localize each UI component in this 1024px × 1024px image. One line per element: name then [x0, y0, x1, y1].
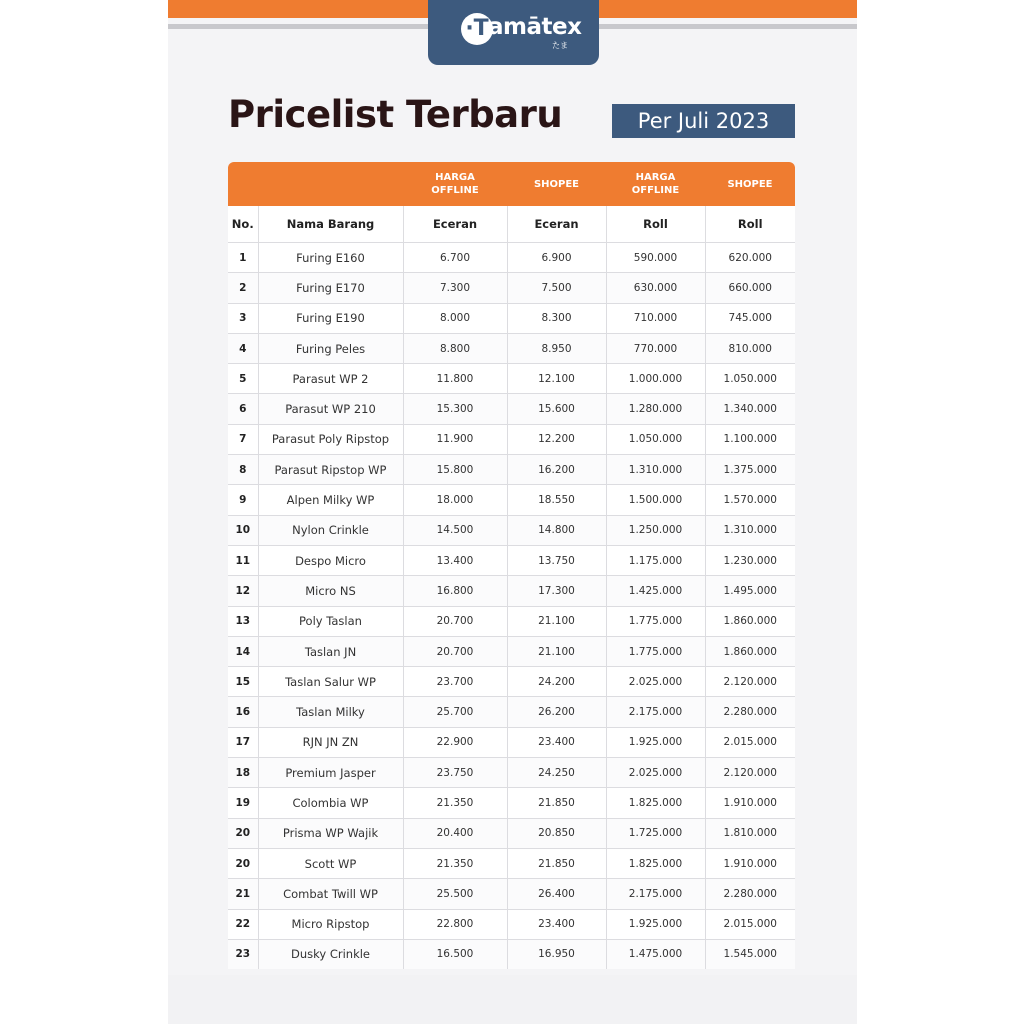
price-offline-eceran: 21.350 [403, 788, 507, 818]
price-offline-eceran: 25.500 [403, 879, 507, 909]
item-name: Furing E170 [258, 273, 403, 303]
item-name: Combat Twill WP [258, 879, 403, 909]
item-name: Scott WP [258, 848, 403, 878]
price-shopee-eceran: 21.850 [507, 848, 606, 878]
price-shopee-eceran: 15.600 [507, 394, 606, 424]
price-offline-roll: 1.280.000 [606, 394, 705, 424]
price-shopee-eceran: 26.400 [507, 879, 606, 909]
price-shopee-eceran: 12.100 [507, 364, 606, 394]
price-offline-roll: 1.725.000 [606, 818, 705, 848]
row-number: 1 [228, 243, 258, 273]
price-shopee-eceran: 14.800 [507, 515, 606, 545]
price-offline-roll: 1.250.000 [606, 515, 705, 545]
price-table-body [228, 243, 795, 970]
table-row [228, 818, 795, 848]
item-name: Furing E190 [258, 303, 403, 333]
row-number: 11 [228, 545, 258, 575]
logo-subtext: たま [552, 41, 568, 50]
row-number: 19 [228, 788, 258, 818]
row-number: 4 [228, 333, 258, 363]
price-offline-roll: 1.000.000 [606, 364, 705, 394]
period-badge: Per Juli 2023 [612, 104, 795, 138]
table-row [228, 576, 795, 606]
row-number: 9 [228, 485, 258, 515]
header-shopee-roll: SHOPEE [705, 162, 795, 206]
col-roll-shopee: Roll [705, 206, 795, 243]
item-name: Taslan Salur WP [258, 667, 403, 697]
item-name: Taslan Milky [258, 697, 403, 727]
logo-mark-icon: ·T [461, 13, 493, 45]
item-name: RJN JN ZN [258, 727, 403, 757]
price-shopee-eceran: 17.300 [507, 576, 606, 606]
price-shopee-roll: 1.310.000 [705, 515, 795, 545]
header-harga-offline-roll [606, 162, 705, 206]
price-shopee-eceran: 16.200 [507, 455, 606, 485]
price-shopee-roll: 1.100.000 [705, 424, 795, 454]
table-row [228, 243, 795, 273]
table-row [228, 424, 795, 454]
table-row [228, 909, 795, 939]
price-offline-eceran: 25.700 [403, 697, 507, 727]
col-no: No. [228, 206, 258, 243]
price-offline-eceran: 7.300 [403, 273, 507, 303]
table-row [228, 606, 795, 636]
row-number: 2 [228, 273, 258, 303]
bottom-margin [168, 975, 857, 1024]
table-row [228, 879, 795, 909]
item-name: Dusky Crinkle [258, 939, 403, 969]
row-number: 7 [228, 424, 258, 454]
price-offline-eceran: 15.300 [403, 394, 507, 424]
price-shopee-roll: 1.340.000 [705, 394, 795, 424]
price-offline-eceran: 21.350 [403, 848, 507, 878]
item-name: Prisma WP Wajik [258, 818, 403, 848]
header-harga-offline-text: HARGA OFFLINE [431, 172, 479, 196]
price-shopee-roll: 1.910.000 [705, 848, 795, 878]
row-number: 13 [228, 606, 258, 636]
price-shopee-eceran: 26.200 [507, 697, 606, 727]
price-offline-eceran: 16.500 [403, 939, 507, 969]
price-offline-roll: 710.000 [606, 303, 705, 333]
header-harga-offline [403, 162, 507, 206]
price-shopee-eceran: 20.850 [507, 818, 606, 848]
item-name: Premium Jasper [258, 758, 403, 788]
pricelist-sheet [168, 0, 857, 1024]
table-row [228, 455, 795, 485]
table-row [228, 788, 795, 818]
price-offline-roll: 1.050.000 [606, 424, 705, 454]
price-offline-roll: 1.925.000 [606, 727, 705, 757]
header-shopee: SHOPEE [507, 162, 606, 206]
price-offline-eceran: 20.400 [403, 818, 507, 848]
table-row [228, 273, 795, 303]
row-number: 14 [228, 636, 258, 666]
header-blank [258, 162, 403, 206]
price-shopee-eceran: 16.950 [507, 939, 606, 969]
price-offline-eceran: 8.800 [403, 333, 507, 363]
price-offline-roll: 1.825.000 [606, 788, 705, 818]
price-shopee-roll: 1.230.000 [705, 545, 795, 575]
price-offline-eceran: 23.700 [403, 667, 507, 697]
price-shopee-eceran: 23.400 [507, 909, 606, 939]
col-eceran-shopee: Eceran [507, 206, 606, 243]
row-number: 16 [228, 697, 258, 727]
table-row [228, 545, 795, 575]
price-offline-eceran: 20.700 [403, 606, 507, 636]
price-shopee-eceran: 8.300 [507, 303, 606, 333]
column-sub-header [228, 206, 795, 243]
item-name: Furing Peles [258, 333, 403, 363]
price-offline-eceran: 14.500 [403, 515, 507, 545]
item-name: Despo Micro [258, 545, 403, 575]
col-nama-barang: Nama Barang [258, 206, 403, 243]
price-offline-roll: 1.475.000 [606, 939, 705, 969]
row-number: 20 [228, 818, 258, 848]
price-shopee-eceran: 21.100 [507, 606, 606, 636]
price-offline-roll: 1.775.000 [606, 636, 705, 666]
row-number: 23 [228, 939, 258, 969]
price-shopee-eceran: 21.100 [507, 636, 606, 666]
price-shopee-roll: 1.375.000 [705, 455, 795, 485]
price-offline-eceran: 16.800 [403, 576, 507, 606]
table-row [228, 394, 795, 424]
price-shopee-roll: 1.050.000 [705, 364, 795, 394]
col-eceran-offline: Eceran [403, 206, 507, 243]
table-row [228, 364, 795, 394]
price-offline-eceran: 18.000 [403, 485, 507, 515]
item-name: Furing E160 [258, 243, 403, 273]
price-shopee-roll: 1.810.000 [705, 818, 795, 848]
row-number: 15 [228, 667, 258, 697]
price-shopee-eceran: 7.500 [507, 273, 606, 303]
price-offline-roll: 1.775.000 [606, 606, 705, 636]
brand-logo [428, 0, 599, 65]
column-group-header [228, 162, 795, 206]
price-shopee-eceran: 12.200 [507, 424, 606, 454]
table-row [228, 667, 795, 697]
price-shopee-roll: 1.570.000 [705, 485, 795, 515]
item-name: Poly Taslan [258, 606, 403, 636]
item-name: Micro NS [258, 576, 403, 606]
row-number: 17 [228, 727, 258, 757]
price-offline-roll: 1.425.000 [606, 576, 705, 606]
item-name: Parasut WP 210 [258, 394, 403, 424]
price-offline-roll: 2.025.000 [606, 758, 705, 788]
price-offline-roll: 1.825.000 [606, 848, 705, 878]
price-offline-eceran: 11.800 [403, 364, 507, 394]
price-offline-eceran: 8.000 [403, 303, 507, 333]
table-row [228, 333, 795, 363]
price-offline-eceran: 23.750 [403, 758, 507, 788]
price-offline-roll: 2.175.000 [606, 879, 705, 909]
price-offline-eceran: 6.700 [403, 243, 507, 273]
row-number: 5 [228, 364, 258, 394]
col-roll-offline: Roll [606, 206, 705, 243]
row-number: 18 [228, 758, 258, 788]
price-shopee-eceran: 8.950 [507, 333, 606, 363]
price-shopee-roll: 1.860.000 [705, 636, 795, 666]
price-shopee-roll: 2.015.000 [705, 727, 795, 757]
price-shopee-roll: 1.860.000 [705, 606, 795, 636]
row-number: 3 [228, 303, 258, 333]
row-number: 6 [228, 394, 258, 424]
item-name: Colombia WP [258, 788, 403, 818]
price-offline-eceran: 22.800 [403, 909, 507, 939]
item-name: Alpen Milky WP [258, 485, 403, 515]
price-shopee-roll: 1.910.000 [705, 788, 795, 818]
price-offline-roll: 1.175.000 [606, 545, 705, 575]
table-row [228, 697, 795, 727]
table-row [228, 758, 795, 788]
price-shopee-eceran: 24.250 [507, 758, 606, 788]
price-shopee-roll: 620.000 [705, 243, 795, 273]
table-row [228, 939, 795, 969]
row-number: 20 [228, 848, 258, 878]
price-shopee-roll: 1.495.000 [705, 576, 795, 606]
item-name: Taslan JN [258, 636, 403, 666]
price-offline-eceran: 15.800 [403, 455, 507, 485]
row-number: 21 [228, 879, 258, 909]
item-name: Parasut WP 2 [258, 364, 403, 394]
price-shopee-roll: 810.000 [705, 333, 795, 363]
price-offline-eceran: 13.400 [403, 545, 507, 575]
price-offline-roll: 1.925.000 [606, 909, 705, 939]
price-shopee-roll: 2.120.000 [705, 758, 795, 788]
price-table [228, 162, 795, 969]
price-offline-roll: 2.175.000 [606, 697, 705, 727]
price-shopee-roll: 2.280.000 [705, 879, 795, 909]
price-offline-roll: 630.000 [606, 273, 705, 303]
table-row [228, 636, 795, 666]
table-row [228, 485, 795, 515]
price-offline-roll: 2.025.000 [606, 667, 705, 697]
price-offline-roll: 590.000 [606, 243, 705, 273]
price-offline-roll: 1.500.000 [606, 485, 705, 515]
price-shopee-eceran: 21.850 [507, 788, 606, 818]
item-name: Parasut Poly Ripstop [258, 424, 403, 454]
table-row [228, 515, 795, 545]
price-shopee-eceran: 23.400 [507, 727, 606, 757]
page-title: Pricelist Terbaru [228, 93, 563, 136]
price-shopee-roll: 2.015.000 [705, 909, 795, 939]
price-offline-eceran: 22.900 [403, 727, 507, 757]
price-shopee-roll: 660.000 [705, 273, 795, 303]
item-name: Micro Ripstop [258, 909, 403, 939]
table-row [228, 303, 795, 333]
price-shopee-roll: 745.000 [705, 303, 795, 333]
row-number: 10 [228, 515, 258, 545]
price-offline-eceran: 20.700 [403, 636, 507, 666]
price-shopee-eceran: 18.550 [507, 485, 606, 515]
price-shopee-roll: 2.120.000 [705, 667, 795, 697]
price-shopee-eceran: 13.750 [507, 545, 606, 575]
item-name: Parasut Ripstop WP [258, 455, 403, 485]
price-offline-roll: 770.000 [606, 333, 705, 363]
price-offline-roll: 1.310.000 [606, 455, 705, 485]
price-shopee-eceran: 24.200 [507, 667, 606, 697]
table-row [228, 848, 795, 878]
item-name: Nylon Crinkle [258, 515, 403, 545]
price-shopee-roll: 2.280.000 [705, 697, 795, 727]
price-offline-eceran: 11.900 [403, 424, 507, 454]
row-number: 22 [228, 909, 258, 939]
header-blank [228, 162, 258, 206]
row-number: 12 [228, 576, 258, 606]
header-harga-offline-roll-text: HARGA OFFLINE [631, 172, 680, 196]
table-row [228, 727, 795, 757]
price-shopee-eceran: 6.900 [507, 243, 606, 273]
logo-wordmark: amātex [488, 14, 582, 40]
price-shopee-roll: 1.545.000 [705, 939, 795, 969]
row-number: 8 [228, 455, 258, 485]
